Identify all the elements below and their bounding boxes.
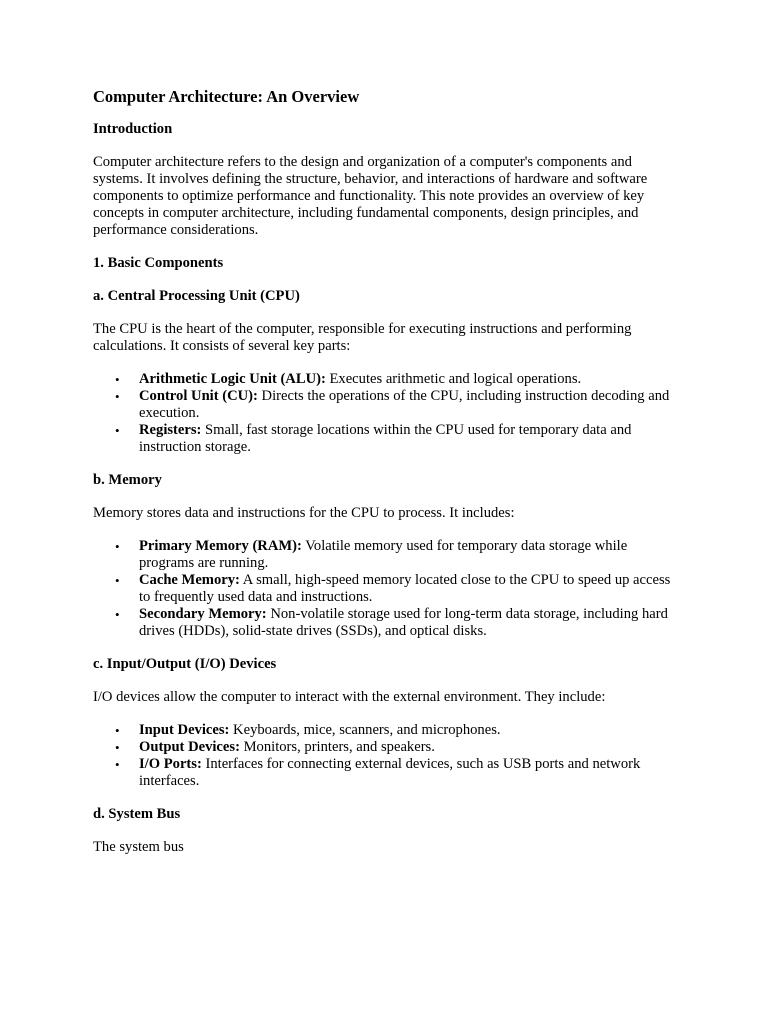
list-item-term: Control Unit (CU): [139,388,258,404]
list-item-term: Primary Memory (RAM): [139,538,302,554]
list-item-description: Executes arithmetic and logical operations. [325,371,582,387]
memory-list [93,538,683,640]
list-item-description: Keyboards, mice, scanners, and microphones. [229,722,501,738]
bullet-icon: • [115,389,120,404]
list-item-description: Small, fast storage locations within the CPU used for temporary data and instruction storage. [139,422,632,455]
io-paragraph: I/O devices allow the computer to interact with the external environment. They include: [93,689,606,705]
cpu-list [93,371,683,456]
cpu-paragraph: The CPU is the heart of the computer, responsible for executing instructions and performing calculations. It consists of several key parts: [93,321,632,354]
bullet-icon: • [115,607,120,622]
document-title: Computer Architecture: An Overview [93,87,360,106]
list-item-description: Volatile memory used for temporary data storage while programs are running. [139,538,628,571]
introduction-paragraph: Computer architecture refers to the design and organization of a computer's components and systems. It involves defining the structure, behavior, and interactions of hardware and software components to optimize performance and functionality. This note provides an overview of key concepts in computer architecture, including fundamental components, design principles, and performance considerations. [93,154,648,238]
list-item-description: Non-volatile storage used for long-term data storage, including hard drives (HDDs), solid-state drives (SSDs), and optical disks. [139,606,668,639]
list-item-term: Output Devices: [139,739,240,755]
cpu-heading: a. Central Processing Unit (CPU) [93,288,300,304]
list-item-description: Interfaces for connecting external devices, such as USB ports and network interfaces. [139,756,641,789]
memory-heading: b. Memory [93,472,162,488]
list-item [93,606,683,640]
list-item [93,371,683,388]
document-page [93,87,683,872]
list-item-term: Cache Memory: [139,572,240,588]
memory-paragraph: Memory stores data and instructions for the CPU to process. It includes: [93,505,515,521]
list-item-term: Registers: [139,422,202,438]
bullet-icon: • [115,740,120,755]
system-bus-heading: d. System Bus [93,806,181,822]
list-item-description: A small, high-speed memory located close to the CPU to speed up access to frequently used data and instructions. [139,572,671,605]
bullet-icon: • [115,723,120,738]
bullet-icon: • [115,423,120,438]
list-item-term: Arithmetic Logic Unit (ALU): [139,371,326,387]
system-bus-paragraph: The system bus [93,839,184,855]
list-item [93,538,683,572]
list-item-term: I/O Ports: [139,756,202,772]
bullet-icon: • [115,573,120,588]
introduction-heading: Introduction [93,121,173,137]
list-item [93,722,683,739]
bullet-icon: • [115,539,120,554]
io-heading: c. Input/Output (I/O) Devices [93,656,277,672]
io-list [93,722,683,790]
bullet-icon: • [115,372,120,387]
basic-components-heading: 1. Basic Components [93,255,224,271]
bullet-icon: • [115,757,120,772]
list-item-description: Monitors, printers, and speakers. [239,739,435,755]
list-item-term: Input Devices: [139,722,230,738]
list-item [93,388,683,422]
list-item [93,739,683,756]
list-item [93,422,683,456]
list-item-description: Directs the operations of the CPU, including instruction decoding and execution. [139,388,670,421]
list-item-term: Secondary Memory: [139,606,267,622]
list-item [93,756,683,790]
list-item [93,572,683,606]
